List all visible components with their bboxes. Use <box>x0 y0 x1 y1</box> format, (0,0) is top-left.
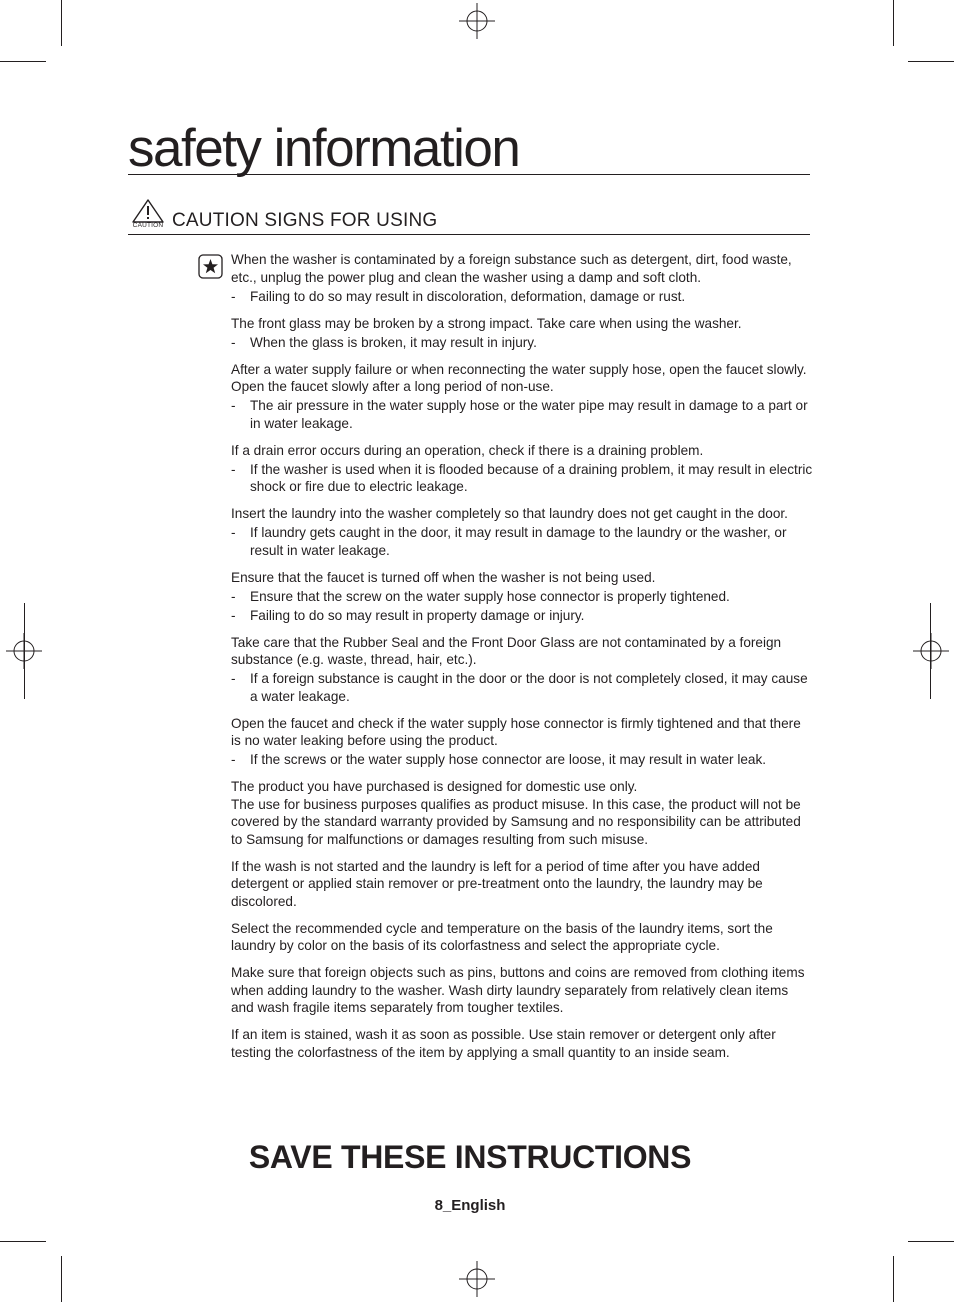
bullet-dash: - <box>231 461 236 477</box>
crop-mark <box>0 61 46 62</box>
caution-bullet <box>231 288 813 306</box>
bullet-text: If the washer is used when it is flooded because of a draining problem, it may result in electric shock or fire due to electric leakage. <box>250 461 813 494</box>
bullet-dash: - <box>231 607 236 623</box>
caution-bullet <box>231 670 813 705</box>
caution-paragraph: The use for business purposes qualifies as product misuse. In this case, the product will not be covered by the standard warranty provided by Samsung and no responsibility can be attributed to Samsung for malfunctions or damages resulting from such misuse. <box>231 796 801 847</box>
caution-bullet <box>231 607 813 625</box>
bullet-text: Failing to do so may result in property damage or injury. <box>250 607 585 623</box>
crop-mark <box>893 0 894 46</box>
bullet-dash: - <box>231 671 236 686</box>
registration-mark-icon <box>459 1261 495 1297</box>
caution-paragraph: Ensure that the faucet is turned off when the washer is not being used. <box>231 569 656 585</box>
page-number: 8_English <box>434 1197 506 1214</box>
crop-mark <box>908 1241 954 1242</box>
caution-paragraph: If the wash is not started and the laundry is left for a period of time after you have added detergent or applied stain remover or pre-treatment onto the laundry, the laundry may be discolored. <box>231 858 763 909</box>
caution-block <box>231 634 813 706</box>
caution-block <box>231 505 813 559</box>
bullet-text: When the glass is broken, it may result in injury. <box>250 334 537 350</box>
registration-mark-icon <box>913 633 949 669</box>
caution-paragraph: Open the faucet slowly after a long period of non-use. <box>231 379 554 394</box>
caution-block <box>231 778 813 848</box>
caution-paragraph: After a water supply failure or when reconnecting the water supply hose, open the faucet slowly. <box>231 361 807 377</box>
caution-caption: CAUTION <box>132 222 164 229</box>
caution-block <box>231 920 813 955</box>
bullet-text: Ensure that the screw on the water supply hose connector is properly tightened. <box>250 588 730 604</box>
crop-mark <box>24 603 25 699</box>
caution-paragraph: The product you have purchased is designed for domestic use only. <box>231 779 638 794</box>
caution-paragraph: Insert the laundry into the washer completely so that laundry does not get caught in the door. <box>231 506 788 521</box>
bullet-text: The air pressure in the water supply hose or the water pipe may result in damage to a part or in water leakage. <box>250 398 808 431</box>
bullet-dash: - <box>231 588 236 604</box>
crop-mark <box>0 1241 46 1242</box>
page-title: safety information <box>128 119 520 178</box>
bullet-text: If laundry gets caught in the door, it may result in damage to the laundry or the washer, or result in water leakage. <box>250 525 787 558</box>
caution-block <box>231 569 813 625</box>
caution-block <box>231 315 813 352</box>
caution-block <box>231 251 813 305</box>
caution-paragraph: Select the recommended cycle and temperature on the basis of the laundry items, sort the laundry by color on the basis of its colorfastness and select the appropriate cycle. <box>231 920 773 953</box>
bullet-dash: - <box>231 334 236 350</box>
registration-mark-icon <box>459 3 495 39</box>
caution-bullet <box>231 334 813 352</box>
caution-block <box>231 1026 813 1061</box>
caution-block <box>231 442 813 496</box>
caution-bullet <box>231 524 813 559</box>
crop-mark <box>61 1256 62 1302</box>
caution-bullet <box>231 397 813 432</box>
caution-content <box>231 251 813 1071</box>
section-title: CAUTION SIGNS FOR USING <box>172 210 438 231</box>
caution-bullet <box>231 461 813 496</box>
bullet-text: If the screws or the water supply hose connector are loose, it may result in water leak. <box>250 752 767 767</box>
crop-mark <box>61 0 62 46</box>
caution-paragraph: Make sure that foreign objects such as pins, buttons and coins are removed from clothing items when adding laundry to the washer. Wash dirty laundry separately from relatively clean items and wash fragile items separately from tougher textiles. <box>231 965 805 1015</box>
caution-block <box>231 964 813 1017</box>
crop-mark <box>908 61 954 62</box>
section-heading <box>128 196 810 235</box>
caution-block <box>231 361 813 433</box>
bullet-dash: - <box>231 288 236 304</box>
crop-mark <box>930 603 931 699</box>
caution-block <box>231 715 813 769</box>
caution-bullet <box>231 751 813 769</box>
bullet-text: If a foreign substance is caught in the door or the door is not completely closed, it may cause a water leakage. <box>250 671 808 704</box>
caution-paragraph: If a drain error occurs during an operation, check if there is a draining problem. <box>231 442 704 458</box>
crop-mark <box>893 1256 894 1302</box>
save-instructions: SAVE THESE INSTRUCTIONS <box>248 1139 692 1175</box>
star-icon <box>198 254 223 279</box>
caution-paragraph: Open the faucet and check if the water supply hose connector is firmly tightened and that there is no water leaking before using the product. <box>231 715 801 748</box>
bullet-dash: - <box>231 752 236 767</box>
caution-paragraph: Take care that the Rubber Seal and the Front Door Glass are not contaminated by a foreign substance (e.g. waste, thread, hair, etc.). <box>231 634 782 667</box>
caution-block <box>231 858 813 911</box>
caution-bullet <box>231 588 813 606</box>
page-title-bar <box>128 119 810 178</box>
caution-paragraph: When the washer is contaminated by a foreign substance such as detergent, dirt, food waste, etc., unplug the power plug and clean the washer using a damp and soft cloth. <box>231 252 792 285</box>
bullet-dash: - <box>231 525 236 540</box>
caution-paragraph: The front glass may be broken by a strong impact. Take care when using the washer. <box>231 315 742 331</box>
bullet-text: Failing to do so may result in discoloration, deformation, damage or rust. <box>250 288 686 304</box>
caution-paragraph: If an item is stained, wash it as soon as possible. Use stain remover or detergent only after testing the colorfastness of the item by applying a small quantity to an inside seam. <box>231 1027 776 1060</box>
bullet-dash: - <box>231 398 236 413</box>
